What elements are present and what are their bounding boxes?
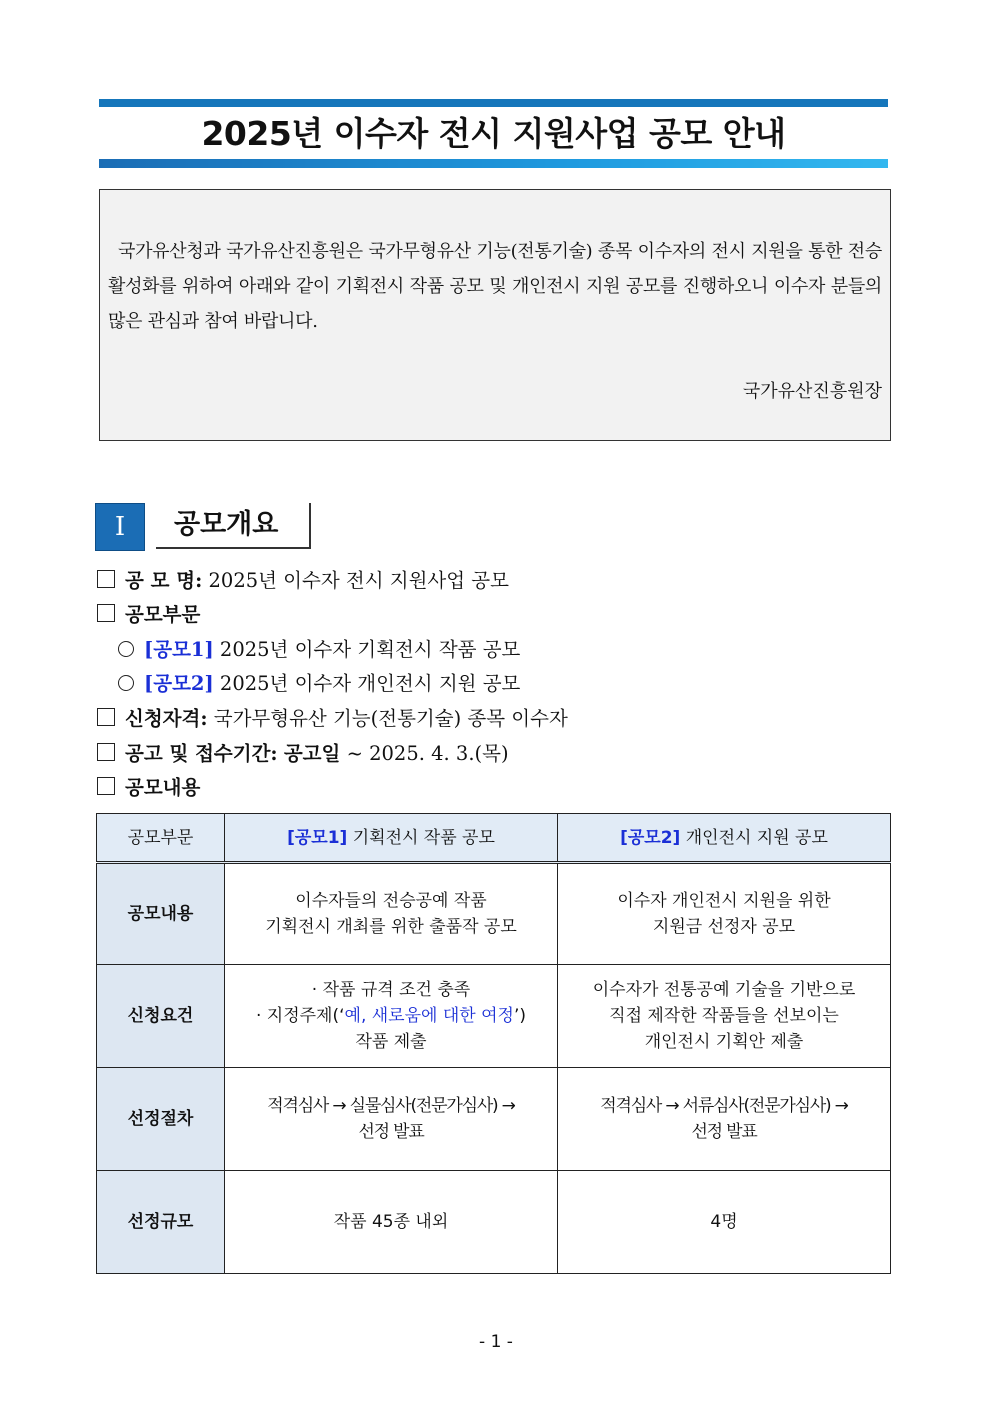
table-row [97,1171,891,1274]
cell-line: 개인전시 기획안 제출 [644,1032,804,1052]
header-contest2 [558,814,891,863]
cell-line: · 작품 규격 조건 충족 [311,980,471,1000]
page-title: 2025년 이수자 전시 지원사업 공모 안내 [201,114,786,153]
item-name [97,565,509,593]
cell-line: 작품 제출 [355,1032,427,1052]
sub2-text: 2025년 이수자 개인전시 지원 공모 [219,672,521,695]
cell-procedure-1 [225,1068,558,1171]
item-qualification-value: 국가무형유산 기능(전통기술) 종목 이수자 [213,707,568,730]
contest-table [96,813,891,1274]
circle-bullet-icon [118,641,134,657]
header-contest2-text: 개인전시 지원 공모 [685,827,828,848]
checkbox-icon [97,743,115,761]
row-label-scale: 선정규모 [97,1171,225,1274]
theme-prefix: · 지정주제(‘ [255,1006,345,1026]
cell-line: 선정 발표 [691,1122,757,1142]
intro-signature: 국가유산진흥원장 [742,381,882,402]
row-label-procedure: 선정절차 [97,1068,225,1171]
item-sub2 [118,668,520,696]
cell-line: 기획전시 개최를 위한 출품작 공모 [265,917,517,937]
sub2-tag: [공모2] [144,672,214,695]
cell-line: 지원금 선정자 공모 [652,917,796,937]
title-top-bar [99,99,888,107]
intro-box [99,189,891,441]
cell-requirement-2 [558,965,891,1068]
table-header-row [97,814,891,863]
cell-line: 직접 제작한 작품들을 선보이는 [609,1006,839,1026]
checkbox-icon [97,777,115,795]
checkbox-icon [97,708,115,726]
header-contest1-text: 기획전시 작품 공모 [352,827,495,848]
cell-line: 이수자들의 전승공예 작품 [295,891,487,911]
table-row [97,1068,891,1171]
item-qualification [97,703,568,731]
item-period-value: ~ 2025. 4. 3.(목) [346,742,509,765]
item-period-bold: 공고일 [283,742,341,765]
cell-content-1 [225,863,558,965]
header-contest1 [225,814,558,863]
header-contest2-tag: [공모2] [620,827,681,848]
header-contest1-tag: [공모1] [287,827,348,848]
row-label-content: 공모내용 [97,863,225,965]
intro-text: 국가유산청과 국가유산진흥원은 국가무형유산 기능(전통기술) 종목 이수자의 전시 지원을 통한 전승 활성화를 위하여 아래와 같이 기획전시 작품 공모 및 개인전시 지원 공모를 진행하오니 이수자 분들의 많은 관심과 참여 바랍니다. [108,241,882,332]
section-title: 공모개요 [156,503,311,549]
item-period-label: 공고 및 접수기간: [125,742,278,765]
item-category-label: 공모부문 [125,603,201,626]
cell-line: 이수자 개인전시 지원을 위한 [617,891,831,911]
table-row [97,965,891,1068]
item-qualification-label: 신청자격: [125,707,208,730]
cell-line: 이수자가 전통공예 기술을 기반으로 [592,980,856,1000]
header-category: 공모부문 [97,814,225,863]
checkbox-icon [97,604,115,622]
item-name-value: 2025년 이수자 전시 지원사업 공모 [208,569,509,592]
cell-procedure-2 [558,1068,891,1171]
sub1-tag: [공모1] [144,638,214,661]
theme-text: 예, 새로움에 대한 여정 [344,1006,514,1026]
cell-requirement-1 [225,965,558,1068]
cell-line [226,1003,556,1029]
section-number: I [95,503,145,551]
item-name-label: 공 모 명: [125,569,203,592]
item-category [97,599,200,627]
item-sub1 [118,634,520,662]
item-period [97,738,509,766]
theme-suffix: ’) [513,1006,526,1026]
cell-scale-2: 4명 [558,1171,891,1274]
circle-bullet-icon [118,675,134,691]
page-number: - 1 - [479,1332,513,1352]
cell-line: 적격심사 → 서류심사(전문가심사) → [600,1096,848,1116]
row-label-requirement: 신청요건 [97,965,225,1068]
checkbox-icon [97,570,115,588]
cell-line: 선정 발표 [358,1122,424,1142]
title-bottom-bar [99,159,888,168]
table-row [97,863,891,965]
cell-content-2 [558,863,891,965]
item-content [97,772,200,800]
sub1-text: 2025년 이수자 기획전시 작품 공모 [219,638,521,661]
cell-scale-1: 작품 45종 내외 [225,1171,558,1274]
item-content-label: 공모내용 [125,776,201,799]
cell-line: 적격심사 → 실물심사(전문가심사) → [267,1096,515,1116]
